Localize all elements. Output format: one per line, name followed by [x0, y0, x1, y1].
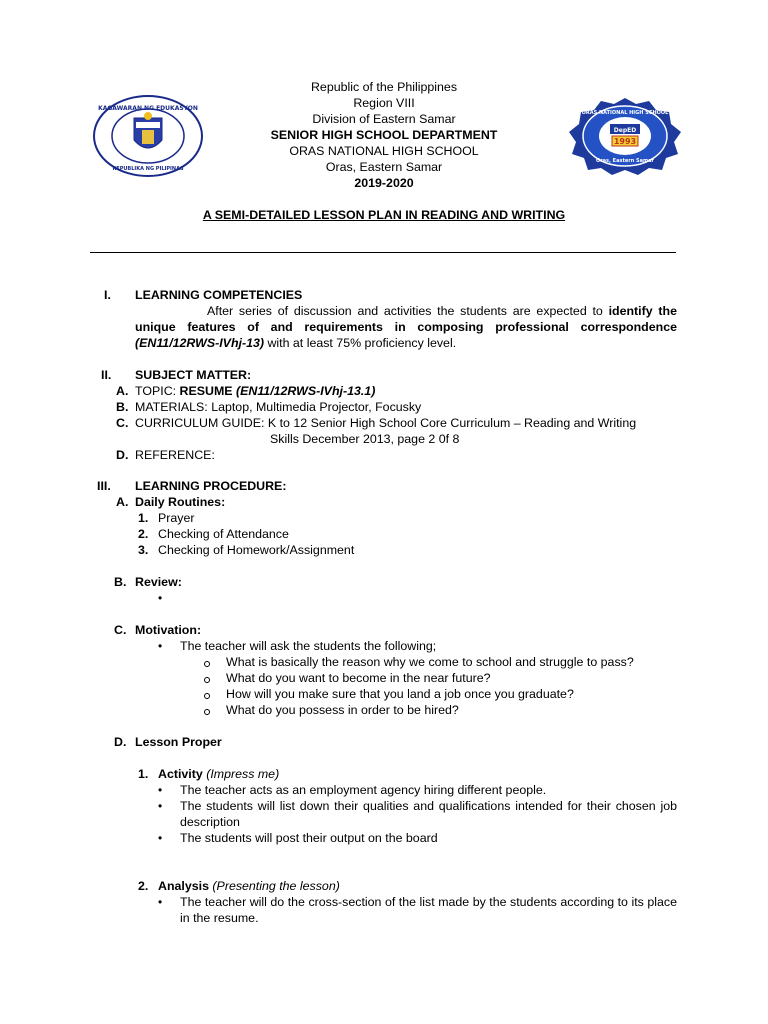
review-letter: B. — [114, 575, 127, 589]
section-2-heading: SUBJECT MATTER: — [135, 368, 252, 382]
section-3-heading: LEARNING PROCEDURE: — [135, 479, 287, 493]
circle-bullet-icon — [204, 693, 210, 699]
bullet-icon: • — [158, 639, 163, 653]
analysis-title: Analysis — [158, 879, 209, 893]
bullet-icon: • — [158, 799, 163, 813]
header-line-7: 2019-2020 — [354, 176, 414, 190]
section-1-number: I. — [104, 288, 111, 302]
topic-label: TOPIC: — [135, 384, 180, 398]
motivation-question: How will you make sure that you land a job once you graduate? — [226, 687, 574, 701]
curriculum-line-1: CURRICULUM GUIDE: K to 12 Senior High School Core Curriculum – Reading and Writing — [135, 416, 637, 430]
topic-value: RESUME — [179, 384, 236, 398]
circle-bullet-icon — [204, 709, 210, 715]
svg-text:Oras, Eastern Samar: Oras, Eastern Samar — [595, 158, 655, 164]
analysis-subtitle: (Presenting the lesson) — [212, 879, 340, 893]
review-heading: Review: — [135, 575, 182, 589]
materials-line: MATERIALS: Laptop, Multimedia Projector, Focusky — [135, 400, 422, 414]
section-1-paragraph — [135, 303, 677, 351]
activity-item: The teacher acts as an employment agency hiring different people. — [180, 783, 547, 797]
section-3-number: III. — [97, 479, 111, 493]
materials-letter: B. — [116, 400, 129, 414]
motivation-question: What is basically the reason why we come to school and struggle to pass? — [226, 655, 634, 669]
routine-item: Checking of Attendance — [158, 527, 289, 541]
motivation-heading: Motivation: — [135, 623, 202, 637]
daily-routines-heading: Daily Routines: — [135, 495, 226, 509]
divider — [90, 252, 676, 253]
reference-letter: D. — [116, 448, 129, 462]
routine-item: Checking of Homework/Assignment — [158, 543, 355, 557]
circle-bullet-icon — [204, 661, 210, 667]
analysis-number: 2. — [138, 879, 149, 893]
svg-text:DepED: DepED — [613, 127, 637, 134]
school-seal-right — [566, 96, 684, 176]
curriculum-letter: C. — [116, 416, 129, 430]
daily-routines-letter: A. — [116, 495, 129, 509]
activity-item: The students will list down their qualities and qualifications intended for their chosen job description — [180, 799, 677, 829]
document-title: A SEMI-DETAILED LESSON PLAN IN READING AND WRITING — [202, 208, 566, 222]
header-line-2: Region VIII — [353, 96, 415, 110]
circle-bullet-icon — [204, 677, 210, 683]
motivation-letter: C. — [114, 623, 127, 637]
deped-seal-left — [92, 94, 204, 178]
analysis-heading — [158, 878, 340, 894]
topic-code: (EN11/12RWS-IVhj-13.1) — [236, 384, 376, 398]
activity-heading — [158, 766, 279, 782]
curriculum-line-2: Skills December 2013, page 2 0f 8 — [270, 432, 460, 446]
bullet-icon: • — [158, 831, 163, 845]
paragraph-end: with at least 75% proficiency level. — [264, 336, 457, 350]
lesson-proper-heading: Lesson Proper — [135, 735, 222, 749]
lesson-proper-letter: D. — [114, 735, 127, 749]
motivation-question: What do you want to become in the near future? — [226, 671, 491, 685]
svg-text:1993: 1993 — [613, 137, 637, 146]
svg-text:REPUBLIKA NG PILIPINAS: REPUBLIKA NG PILIPINAS — [112, 166, 184, 172]
bullet-icon: • — [158, 783, 163, 797]
svg-text:ORAS NATIONAL HIGH SCHOOL: ORAS NATIONAL HIGH SCHOOL — [581, 110, 669, 116]
bullet-icon: • — [158, 895, 163, 909]
activity-number: 1. — [138, 767, 149, 781]
routine-number: 3. — [138, 543, 149, 557]
svg-text:KAGAWARAN NG EDUKASYON: KAGAWARAN NG EDUKASYON — [98, 105, 198, 112]
header-line-1: Republic of the Philippines — [310, 80, 458, 94]
topic-letter: A. — [116, 384, 129, 398]
section-1-heading: LEARNING COMPETENCIES — [135, 288, 303, 302]
paragraph-code: (EN11/12RWS-IVhj-13) — [135, 336, 264, 350]
analysis-item: The teacher will do the cross-section of the list made by the students according to its place in the resume. — [180, 895, 677, 925]
topic-line — [135, 383, 375, 399]
motivation-intro: The teacher will ask the students the following; — [180, 639, 437, 653]
activity-item: The students will post their output on the board — [180, 831, 438, 845]
routine-item: Prayer — [158, 511, 195, 525]
activity-title: Activity — [158, 767, 203, 781]
section-2-number: II. — [101, 368, 112, 382]
motivation-question: What do you possess in order to be hired? — [226, 703, 459, 717]
activity-subtitle: (Impress me) — [206, 767, 280, 781]
reference-line: REFERENCE: — [135, 448, 215, 462]
header-line-4: SENIOR HIGH SCHOOL DEPARTMENT — [270, 128, 498, 142]
routine-number: 1. — [138, 511, 149, 525]
paragraph-text: After series of discussion and activities the students are expected to — [207, 304, 609, 318]
header-line-6: Oras, Eastern Samar — [325, 160, 443, 174]
paragraph-bold: identify the unique features of and requirements in composing professional correspondence — [135, 304, 677, 334]
routine-number: 2. — [138, 527, 149, 541]
header-line-3: Division of Eastern Samar — [312, 112, 456, 126]
bullet-icon: • — [158, 591, 163, 605]
header-line-5: ORAS NATIONAL HIGH SCHOOL — [289, 144, 479, 158]
